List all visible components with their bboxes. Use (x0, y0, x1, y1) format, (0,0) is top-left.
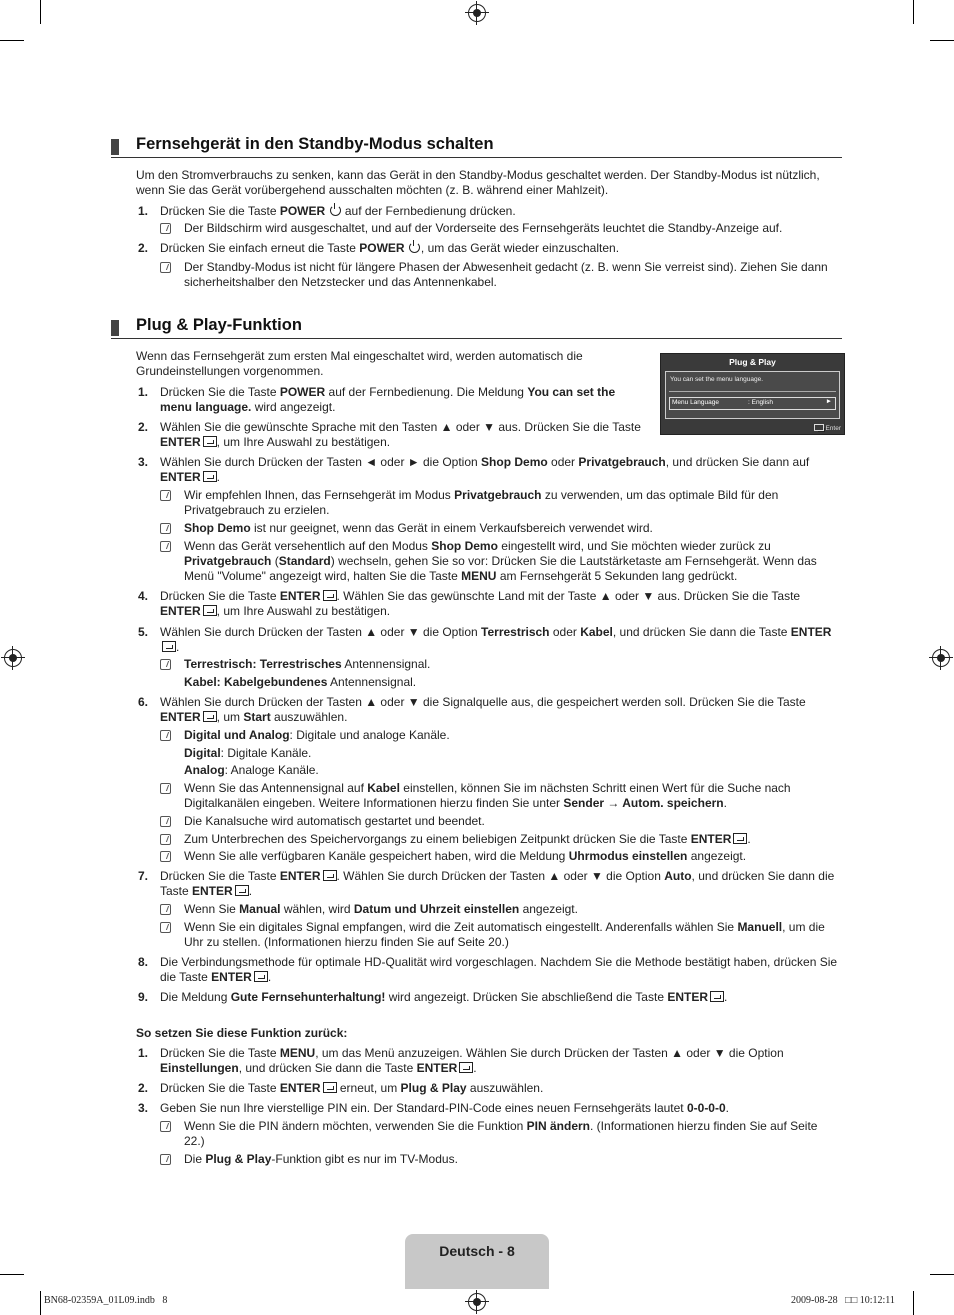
note-icon (160, 262, 171, 273)
plug-note-5a: Terrestrisch: Terrestrisches Antennensignal. (184, 657, 431, 671)
power-icon (330, 205, 341, 216)
crop-mark (913, 0, 914, 24)
standby-step-2: Drücken Sie einfach erneut die Taste POWER , um das Gerät wieder einzuschalten. (160, 241, 620, 255)
crop-mark (930, 40, 954, 41)
plug-step-6: Wählen Sie durch Drücken der Tasten ▲ oder ▼ die Signalquelle aus, die gespeichert werden soll. Drücken Sie die Taste ENTER , um Start auszuwählen. (160, 695, 806, 724)
plug-step-3: Wählen Sie durch Drücken der Tasten ◄ oder ► die Option Shop Demo oder Privatgebrauch, und drücken Sie dann auf ENTER . (160, 455, 810, 484)
note-icon (160, 904, 171, 915)
crop-mark (40, 0, 41, 24)
enter-icon (323, 870, 337, 881)
power-icon (409, 242, 420, 253)
crop-mark (913, 1291, 914, 1315)
enter-icon (203, 711, 217, 722)
step-number: 1. (138, 204, 149, 218)
plug-note-6f: Zum Unterbrechen des Speichervorgangs zu einem beliebigen Zeitpunkt drücken Sie die Taste ENTER . (184, 832, 751, 846)
registration-mark-icon (932, 649, 950, 667)
plug-intro: Wenn das Fernsehgerät zum ersten Mal eingeschaltet wird, werden automatisch die Grundeinstellungen vorgenommen. (136, 349, 583, 378)
step-number: 2. (138, 241, 149, 255)
crop-mark (40, 1291, 41, 1315)
plug-step-7: Drücken Sie die Taste ENTER . Wählen Sie durch Drücken der Tasten ▲ oder ▼ die Option Auto, und drücken Sie dann die Taste ENTER . (160, 869, 835, 898)
plug-note-6g: Wenn Sie alle verfügbaren Kanäle gespeichert haben, wird die Meldung Uhrmodus einstellen angezeigt. (184, 849, 747, 863)
note-icon (160, 783, 171, 794)
plug-note-7a: Wenn Sie Manual wählen, wird Datum und Uhrzeit einstellen angezeigt. (184, 902, 578, 916)
osd-screenshot (660, 353, 845, 435)
plug-step-2: Wählen Sie die gewünschte Sprache mit den Tasten ▲ oder ▼ aus. Drücken Sie die Taste ENTER , um Ihre Auswahl zu bestätigen. (160, 420, 641, 449)
page-number-tab (405, 1234, 549, 1289)
registration-mark-icon (4, 649, 22, 667)
enter-icon (203, 605, 217, 616)
osd-message: You can set the menu language. (670, 376, 763, 383)
osd-menu-language-row (669, 397, 836, 410)
crop-mark (930, 1274, 954, 1275)
note-icon (160, 223, 171, 234)
note-icon (160, 523, 171, 534)
enter-icon (235, 885, 249, 896)
osd-divider (669, 391, 836, 392)
enter-icon (254, 971, 268, 982)
note-icon (160, 730, 171, 741)
section-heading: Fernsehgerät in den Standby-Modus schalten (136, 135, 494, 153)
plug-note-6e: Die Kanalsuche wird automatisch gestartet und beendet. (184, 814, 485, 828)
section-title-standby (111, 135, 842, 158)
enter-icon (203, 436, 217, 447)
plug-note-6d: Wenn Sie das Antennensignal auf Kabel einstellen, können Sie im nächsten Schritt einen Wert für die Suche nach Digitalkanälen eingeben. Weitere Informationen hierzu finden Sie unter Sender → Autom. speichern. (184, 781, 791, 810)
plug-step-1: Drücken Sie die Taste POWER auf der Fernbedienung. Die Meldung You can set the menu language. wird angezeigt. (160, 385, 616, 414)
note-icon (160, 541, 171, 552)
plug-step-9: Die Meldung Gute Fernsehunterhaltung! wird angezeigt. Drücken Sie abschließend die Taste ENTER . (160, 990, 728, 1004)
plug-note-6b: Digital: Digitale Kanäle. (184, 746, 312, 760)
enter-icon (323, 1082, 337, 1093)
plug-note-3a: Wir empfehlen Ihnen, das Fernsehgerät im Modus Privatgebrauch zu verwenden, um das optimale Bild für den Privatgebrauch zu erzielen. (184, 488, 779, 517)
note-icon (160, 490, 171, 501)
reset-heading: So setzen Sie diese Funktion zurück: (136, 1026, 348, 1040)
step-number: 1. (138, 385, 149, 399)
note-icon (160, 922, 171, 933)
section-bar (111, 320, 119, 336)
page-number: Deutsch - 8 (439, 1243, 515, 1259)
step-number: 4. (138, 589, 149, 603)
registration-mark-icon (468, 1293, 486, 1311)
step-number: 3. (138, 1101, 149, 1115)
step-number: 2. (138, 420, 149, 434)
enter-icon (323, 590, 337, 601)
step-number: 8. (138, 955, 149, 969)
note-icon (160, 851, 171, 862)
reset-step-1: Drücken Sie die Taste MENU, um das Menü anzuzeigen. Wählen Sie durch Drücken der Tasten ▲ oder ▼ die Option Einstellungen, und drücken Sie dann die Taste ENTER . (160, 1046, 784, 1075)
standby-step-1: Drücken Sie die Taste POWER auf der Fernbedienung drücken. (160, 204, 516, 218)
step-number: 1. (138, 1046, 149, 1060)
note-icon (160, 816, 171, 827)
note-icon (160, 1121, 171, 1132)
osd-menu-label: Menu Language (672, 399, 719, 406)
footer-date: 2009-08-28 □□ 10:12:11 (791, 1295, 895, 1306)
enter-icon (203, 471, 217, 482)
osd-menu-value: : English (748, 399, 773, 406)
osd-panel (665, 371, 840, 419)
enter-icon (710, 991, 724, 1002)
standby-note-2: Der Standby-Modus ist nicht für längere Phasen der Abwesenheit gedacht (z. B. wenn Sie verreist sind). Ziehen Sie dann sicherheitshalber den Netzstecker und das Antennenkabel. (184, 260, 828, 289)
plug-step-8: Die Verbindungsmethode für optimale HD-Qualität wird vorgeschlagen. Nachdem Sie die Methode bestätigt haben, drücken Sie die Taste ENTER . (160, 955, 838, 984)
plug-step-5: Wählen Sie durch Drücken der Tasten ▲ oder ▼ die Option Terrestrisch oder Kabel, und drücken Sie dann die Taste ENTER. (160, 625, 832, 654)
step-number: 9. (138, 990, 149, 1004)
section-heading: Plug & Play-Funktion (136, 316, 302, 334)
plug-note-3b: Shop Demo ist nur geeignet, wenn das Gerät in einem Verkaufsbereich verwendet wird. (184, 521, 653, 535)
step-number: 6. (138, 695, 149, 709)
registration-mark-icon (468, 4, 486, 22)
standby-note-1: Der Bildschirm wird ausgeschaltet, und auf der Vorderseite des Fernsehgeräts leuchtet die Standby-Anzeige auf. (184, 221, 783, 235)
osd-footer (812, 424, 841, 432)
reset-step-3: Geben Sie nun Ihre vierstellige PIN ein. Der Standard-PIN-Code eines neuen Fernsehgeräts lautet 0-0-0-0. (160, 1101, 729, 1115)
standby-intro: Um den Stromverbrauchs zu senken, kann das Gerät in den Standby-Modus geschaltet werden. Der Standby-Modus ist nützlich, wenn Sie das Gerät vorübergehend ausschalten möchten (z. B. während einer Mahlzeit). (136, 168, 820, 197)
plug-note-6a: Digital und Analog: Digitale und analoge Kanäle. (184, 728, 450, 742)
reset-note-3b: Die Plug & Play-Funktion gibt es nur im TV-Modus. (184, 1152, 458, 1166)
crop-mark (0, 40, 24, 41)
section-bar (111, 139, 119, 155)
plug-step-4: Drücken Sie die Taste ENTER . Wählen Sie das gewünschte Land mit der Taste ▲ oder ▼ aus. Drücken Sie die Taste ENTER , um Ihre Auswahl zu bestätigen. (160, 589, 801, 618)
enter-icon (459, 1062, 473, 1073)
plug-note-3c: Wenn das Gerät versehentlich auf den Modus Shop Demo eingestellt wird, und Sie möchten wieder zurück zu Privatgebrauch (Standard) wechseln, gehen Sie so vor: Drücken Sie die Lautstärketaste am Fernsehgerät. Wenn das Menü "Volume" angezeigt wird, halten Sie die Taste MENU am Fernsehgerät 5 Sekunden lang gedrückt. (184, 539, 817, 583)
note-icon (160, 659, 171, 670)
enter-icon (733, 833, 747, 844)
osd-arrow-icon: ► (825, 398, 832, 405)
reset-step-2: Drücken Sie die Taste ENTER erneut, um Plug & Play auszuwählen. (160, 1081, 544, 1095)
note-icon (160, 834, 171, 845)
plug-note-5b: Kabel: Kabelgebundenes Antennensignal. (184, 675, 417, 689)
plug-note-6c: Analog: Analoge Kanäle. (184, 763, 319, 777)
footer-file: BN68-02359A_01L09.indb 8 (44, 1295, 168, 1306)
plug-note-7b: Wenn Sie ein digitales Signal empfangen, wird die Zeit automatisch eingestellt. Anderenfalls wählen Sie Manuell, um die Uhr zu stellen. (Informationen hierzu finden Sie auf Seite 20.) (184, 920, 825, 949)
step-number: 5. (138, 625, 149, 639)
step-number: 2. (138, 1081, 149, 1095)
reset-note-3a: Wenn Sie die PIN ändern möchten, verwenden Sie die Funktion PIN ändern. (Informationen hierzu finden Sie auf Seite 22.) (184, 1119, 818, 1148)
step-number: 7. (138, 869, 149, 883)
step-number: 3. (138, 455, 149, 469)
note-icon (160, 1154, 171, 1165)
enter-icon (814, 424, 824, 431)
osd-title: Plug & Play (729, 357, 776, 367)
crop-mark (0, 1274, 24, 1275)
enter-icon (162, 641, 176, 652)
section-title-plug-play (111, 316, 842, 339)
osd-footer-label: Enter (825, 425, 841, 432)
